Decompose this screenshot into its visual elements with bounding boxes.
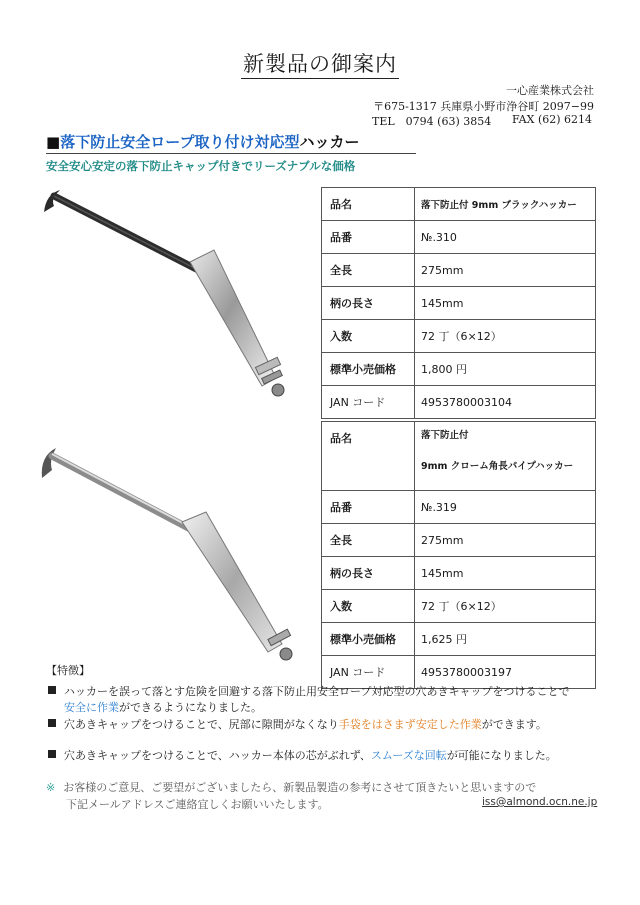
table-row	[322, 287, 596, 320]
spec-value: 72 丁（6×12）	[415, 590, 596, 623]
spec-value: 4953780003197	[415, 656, 596, 689]
fax: FAX (62) 6214	[512, 113, 593, 126]
feature-text: 穴あきキャップをつけることで、尻部に隙間がなくなり	[64, 718, 339, 731]
table-row	[322, 623, 596, 656]
spec-key: 品番	[322, 491, 415, 524]
page-title: 新製品の御案内	[0, 48, 640, 78]
spec-key: JAN コード	[322, 386, 415, 419]
email-link[interactable]: iss@almond.ocn.ne.jp	[482, 796, 598, 808]
table-row	[322, 422, 596, 491]
product2-name-line1: 落下防止付	[421, 430, 469, 441]
spec-value: №.319	[415, 491, 596, 524]
black-hook-tool-icon	[30, 182, 305, 402]
table-row	[322, 557, 596, 590]
table-row	[322, 353, 596, 386]
table-row	[322, 590, 596, 623]
note-text: お客様のご意見、ご要望がございましたら、新製品製造の参考にさせて頂きたいと思いますので	[63, 781, 537, 794]
spec-key: 入数	[322, 320, 415, 353]
features-label: 【特徴】	[46, 664, 90, 677]
table-row	[322, 221, 596, 254]
section-heading	[46, 131, 359, 152]
spec-value: 1,625 円	[415, 623, 596, 656]
company-name: 一心産業株式会社	[506, 84, 594, 97]
table-row	[322, 188, 596, 221]
feature-highlight: スムーズな回転	[370, 749, 447, 762]
feature-2	[48, 716, 547, 732]
spec-key: JAN コード	[322, 656, 415, 689]
spec-value: 72 丁（6×12）	[415, 320, 596, 353]
table-row	[322, 254, 596, 287]
feature-1	[48, 683, 569, 699]
feature-1-cont	[64, 699, 262, 715]
spec-key: 入数	[322, 590, 415, 623]
bullet-square-icon	[48, 686, 56, 694]
company-address: 〒675-1317 兵庫県小野市浄谷町 2097−99	[373, 100, 594, 113]
spec-key: 全長	[322, 524, 415, 557]
spec-key: 柄の長さ	[322, 557, 415, 590]
table-row	[322, 491, 596, 524]
table-row	[322, 524, 596, 557]
spec-value: 145mm	[415, 557, 596, 590]
request-note-line2: 下記メールアドレスご連絡宜しくお願いいたします。	[66, 798, 329, 811]
heading-bullet: ■	[46, 133, 61, 151]
spec-value: 4953780003104	[415, 386, 596, 419]
feature-text: ができるようになりました。	[119, 701, 262, 714]
note-mark: ※	[46, 781, 56, 794]
feature-text: 穴あきキャップをつけることで、ハッカー本体の芯がぶれず、	[64, 749, 371, 762]
feature-text: が可能になりました。	[446, 749, 557, 762]
spec-value: 275mm	[415, 524, 596, 557]
spec-value: 落下防止付 9mm ブラックハッカー	[415, 188, 596, 221]
spec-value: №.310	[415, 221, 596, 254]
spec-key: 品名	[322, 422, 415, 491]
heading-blue-text: 落下防止安全ロープ取り付け対応型	[60, 133, 300, 151]
spec-key: 全長	[322, 254, 415, 287]
feature-text: ハッカーを誤って落とす危険を回避する落下防止用安全ロープ対応型の穴あきキャップをつけることで	[64, 685, 570, 698]
heading-black-text: ハッカー	[299, 133, 360, 151]
heading-underline	[46, 153, 416, 154]
product1-spec-table	[321, 187, 596, 419]
table-row	[322, 320, 596, 353]
spec-value: 275mm	[415, 254, 596, 287]
bullet-square-icon	[48, 719, 56, 727]
spec-value: 145mm	[415, 287, 596, 320]
feature-highlight: 手袋をはさまず安定した作業	[338, 718, 482, 731]
spec-value	[415, 422, 596, 491]
spec-key: 標準小売価格	[322, 623, 415, 656]
spec-key: 標準小売価格	[322, 353, 415, 386]
spec-value: 1,800 円	[415, 353, 596, 386]
spec-key: 品番	[322, 221, 415, 254]
request-note	[46, 779, 536, 795]
spec-key: 柄の長さ	[322, 287, 415, 320]
chrome-hook-tool-icon	[30, 438, 305, 663]
product2-name-line2: 9mm クローム角長パイプハッカー	[421, 461, 574, 472]
table-row	[322, 386, 596, 419]
product2-spec-table	[321, 421, 596, 689]
feature-3	[48, 747, 557, 763]
feature-text: ができます。	[481, 718, 547, 731]
bullet-square-icon	[48, 750, 56, 758]
feature-highlight: 安全に作業	[64, 701, 119, 714]
spec-key: 品名	[322, 188, 415, 221]
section-subheading: 安全安心安定の落下防止キャップ付きでリーズナブルな価格	[46, 159, 356, 173]
telephone: TEL 0794 (63) 3854	[372, 115, 492, 128]
